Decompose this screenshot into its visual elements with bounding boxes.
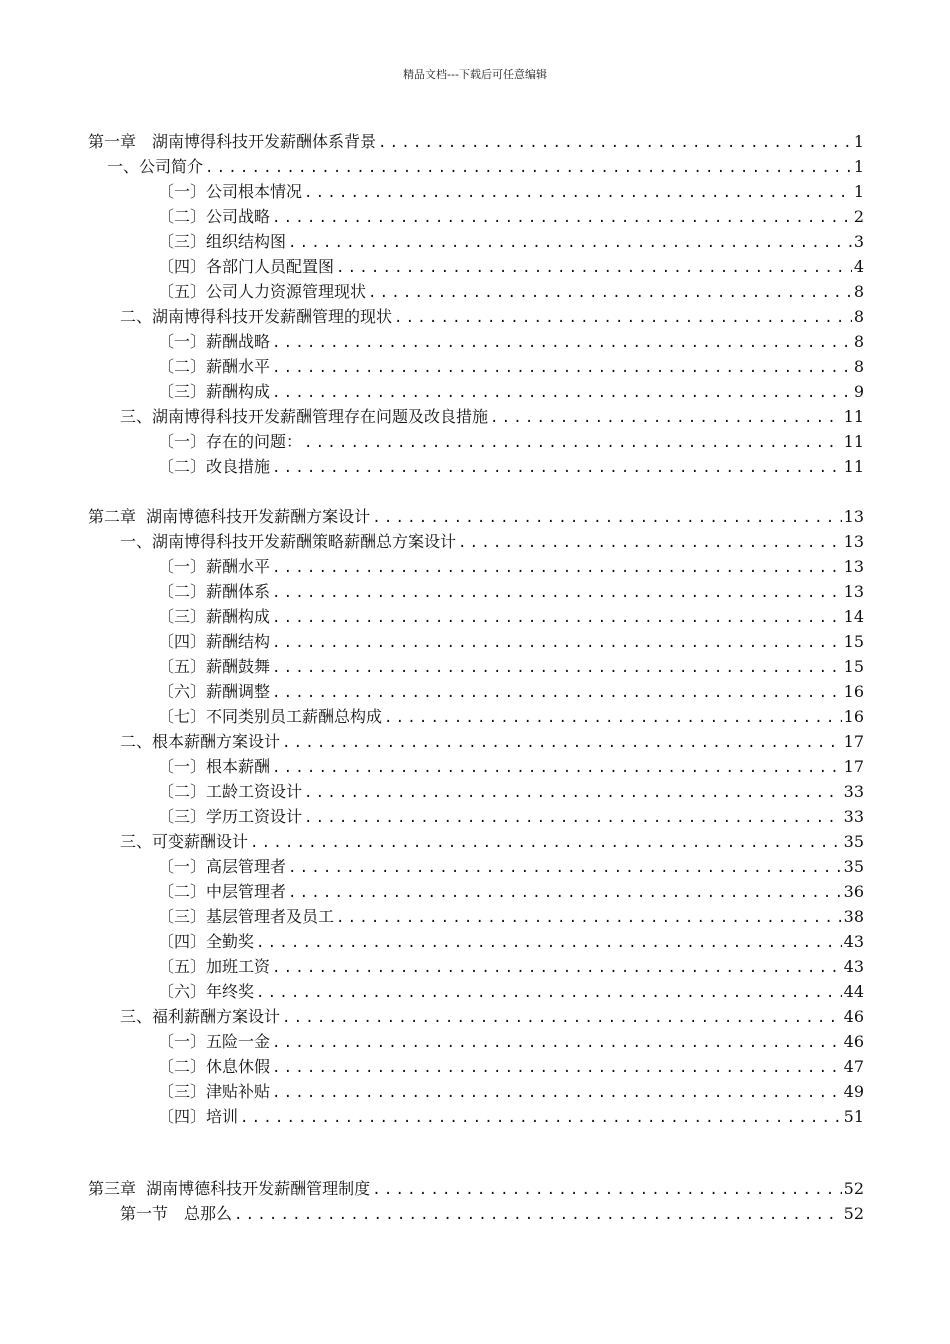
dot-leader (250, 834, 842, 852)
toc-entry-title: 〔三〕津贴补贴 (158, 1082, 271, 1101)
toc-page-number: 13 (843, 532, 864, 551)
toc-entry-title: 三、福利薪酬方案设计 (120, 1007, 281, 1026)
toc-entry[interactable] (158, 878, 864, 902)
toc-entry-title: 一、湖南博得科技开发薪酬策略薪酬总方案设计 (120, 532, 457, 551)
toc-page-number: 14 (843, 607, 864, 626)
dot-leader (490, 409, 842, 427)
toc-entry-title: 〔五〕薪酬鼓舞 (158, 657, 271, 676)
toc-entry-title: 〔二〕中层管理者 (158, 882, 287, 901)
dot-leader (288, 859, 842, 877)
toc-entry[interactable] (158, 328, 864, 352)
toc-entry-title: 〔六〕薪酬调整 (158, 682, 271, 701)
toc-entry-title: 〔四〕各部门人员配置图 (158, 257, 335, 276)
dot-leader (288, 234, 852, 252)
dot-leader (240, 1109, 842, 1127)
toc-page-number: 15 (843, 632, 864, 651)
toc-entry[interactable] (158, 853, 864, 877)
dot-leader (272, 209, 852, 227)
toc-page-number: 17 (843, 757, 864, 776)
toc-entry[interactable] (158, 278, 864, 302)
toc-entry-title: 一、公司简介 (107, 157, 204, 176)
toc-page-number: 13 (843, 507, 864, 526)
toc-entry[interactable] (120, 828, 864, 852)
toc-page-number: 49 (843, 1082, 864, 1101)
dot-leader (272, 559, 842, 577)
toc-entry-title: 〔一〕高层管理者 (158, 857, 287, 876)
toc-page-number: 36 (843, 882, 864, 901)
toc-page-number: 17 (843, 732, 864, 751)
toc-entry[interactable] (158, 228, 864, 252)
toc-page-number: 13 (843, 582, 864, 601)
toc-entry-title: 〔一〕存在的问题： (158, 432, 303, 451)
toc-entry-title: 第三章 湖南博德科技开发薪酬管理制度 (88, 1179, 371, 1198)
dot-leader (272, 359, 852, 377)
dot-leader (272, 759, 842, 777)
dot-leader (272, 1059, 842, 1077)
dot-leader (272, 584, 842, 602)
dot-leader (372, 1181, 841, 1199)
toc-entry-title: 〔二〕薪酬水平 (158, 357, 271, 376)
dot-leader (304, 809, 842, 827)
dot-leader (272, 634, 842, 652)
dot-leader (272, 659, 842, 677)
dot-leader (304, 184, 852, 202)
toc-entry[interactable] (158, 653, 864, 677)
dot-leader (272, 1034, 842, 1052)
toc-entry[interactable] (158, 453, 864, 477)
dot-leader (458, 534, 842, 552)
toc-entry[interactable] (120, 528, 864, 552)
toc-entry-title: 第二章 湖南博德科技开发薪酬方案设计 (88, 507, 371, 526)
toc-entry-title: 〔五〕加班工资 (158, 957, 271, 976)
dot-leader (304, 434, 842, 452)
toc-entry[interactable] (158, 1053, 864, 1077)
dot-leader (272, 959, 842, 977)
toc-page-number: 8 (853, 357, 864, 376)
dot-leader (336, 259, 852, 277)
dot-leader (282, 1009, 842, 1027)
toc-page-number: 3 (853, 232, 864, 251)
toc-entry-title: 〔三〕基层管理者及员工 (158, 907, 335, 926)
toc-entry[interactable] (158, 978, 864, 1002)
toc-page-number: 1 (853, 182, 864, 201)
toc-entry[interactable] (158, 778, 864, 802)
toc-entry[interactable] (158, 953, 864, 977)
toc-entry-title: 〔二〕工龄工资设计 (158, 782, 303, 801)
toc-page-number: 4 (853, 257, 864, 276)
toc-entry[interactable] (120, 728, 864, 752)
toc-entry[interactable] (158, 678, 864, 702)
toc-page-number: 38 (843, 907, 864, 926)
toc-entry-title: 〔二〕公司战略 (158, 207, 271, 226)
toc-page-number: 43 (843, 932, 864, 951)
toc-page-number: 11 (843, 457, 864, 476)
toc-entry-title: 〔四〕全勤奖 (158, 932, 255, 951)
toc-page-number: 1 (853, 157, 864, 176)
toc-entry[interactable] (88, 503, 864, 527)
dot-leader (205, 159, 852, 177)
toc-entry[interactable] (158, 628, 864, 652)
toc-entry-title: 〔二〕薪酬体系 (158, 582, 271, 601)
toc-page-number: 35 (843, 857, 864, 876)
toc-entry[interactable] (158, 703, 864, 727)
dot-leader (272, 609, 842, 627)
dot-leader (372, 509, 841, 527)
toc-entry[interactable] (158, 378, 864, 402)
toc-page-number: 9 (853, 382, 864, 401)
toc-page-number: 43 (843, 957, 864, 976)
dot-leader (272, 459, 842, 477)
toc-entry-title: 〔五〕公司人力资源管理现状 (158, 282, 367, 301)
toc-entry[interactable] (120, 1200, 864, 1224)
toc-entry[interactable] (158, 553, 864, 577)
toc-page-number: 8 (853, 307, 864, 326)
toc-entry[interactable] (158, 903, 864, 927)
toc-entry[interactable] (158, 928, 864, 952)
dot-leader (272, 684, 842, 702)
toc-page-number: 16 (843, 682, 864, 701)
toc-page-number: 33 (843, 782, 864, 801)
toc-page-number: 11 (843, 407, 864, 426)
toc-entry[interactable] (158, 603, 864, 627)
toc-entry[interactable] (158, 203, 864, 227)
toc-page-number: 46 (843, 1032, 864, 1051)
toc-page-number: 33 (843, 807, 864, 826)
toc-entry[interactable] (158, 578, 864, 602)
dot-leader (272, 1084, 842, 1102)
toc-entry[interactable] (158, 353, 864, 377)
toc-entry-title: 〔一〕公司根本情况 (158, 182, 303, 201)
dot-leader (304, 784, 842, 802)
toc-entry[interactable] (88, 1175, 864, 1199)
toc-page-number: 52 (843, 1179, 864, 1198)
toc-entry-title: 〔二〕休息休假 (158, 1057, 271, 1076)
toc-page-number: 52 (843, 1204, 864, 1223)
dot-leader (272, 334, 852, 352)
toc-entry[interactable] (158, 753, 864, 777)
toc-entry-title: 二、湖南博得科技开发薪酬管理的现状 (120, 307, 393, 326)
toc-entry[interactable] (107, 153, 864, 177)
toc-page-number: 16 (843, 707, 864, 726)
toc-page-number: 46 (843, 1007, 864, 1026)
dot-leader (256, 934, 842, 952)
dot-leader (384, 709, 842, 727)
toc-entry-title: 〔六〕年终奖 (158, 982, 255, 1001)
toc-page-number: 11 (843, 432, 864, 451)
toc-entry-title: 三、可变薪酬设计 (120, 832, 249, 851)
toc-page-number: 2 (853, 207, 864, 226)
toc-entry[interactable] (158, 1078, 864, 1102)
toc-entry-title: 〔一〕五险一金 (158, 1032, 271, 1051)
dot-leader (378, 134, 852, 152)
toc-entry-title: 〔一〕薪酬战略 (158, 332, 271, 351)
toc-entry[interactable] (120, 303, 864, 327)
toc-entry[interactable] (158, 1103, 864, 1127)
toc-page-number: 47 (843, 1057, 864, 1076)
toc-page-number: 8 (853, 282, 864, 301)
toc-entry-title: 〔四〕薪酬结构 (158, 632, 271, 651)
toc-entry[interactable] (158, 178, 864, 202)
toc-entry[interactable] (158, 803, 864, 827)
toc-entry[interactable] (158, 428, 864, 452)
toc-page-number: 35 (843, 832, 864, 851)
toc-entry-title: 〔一〕薪酬水平 (158, 557, 271, 576)
toc-page-number: 8 (853, 332, 864, 351)
toc-entry-title: 〔一〕根本薪酬 (158, 757, 271, 776)
dot-leader (288, 884, 842, 902)
toc-page-number: 1 (853, 132, 864, 151)
toc-entry[interactable] (120, 1003, 864, 1027)
toc-entry-title: 〔四〕培训 (158, 1107, 239, 1126)
toc-entry[interactable] (158, 1028, 864, 1052)
dot-leader (368, 284, 852, 302)
dot-leader (256, 984, 842, 1002)
toc-entry-title: 第一章 湖南博得科技开发薪酬体系背景 (88, 132, 377, 151)
toc-entry[interactable] (120, 403, 864, 427)
toc-entry-title: 〔三〕学历工资设计 (158, 807, 303, 826)
toc-entry-title: 第一节 总那么 (120, 1204, 233, 1223)
dot-leader (234, 1206, 842, 1224)
toc-entry-title: 〔三〕组织结构图 (158, 232, 287, 251)
toc-entry-title: 〔二〕改良措施 (158, 457, 271, 476)
dot-leader (336, 909, 842, 927)
toc-page-number: 51 (843, 1107, 864, 1126)
toc-entry-title: 二、根本薪酬方案设计 (120, 732, 281, 751)
toc-page-number: 15 (843, 657, 864, 676)
dot-leader (272, 384, 852, 402)
toc-entry[interactable] (88, 128, 864, 152)
toc-entry-title: 〔三〕薪酬构成 (158, 607, 271, 626)
toc-entry-title: 〔三〕薪酬构成 (158, 382, 271, 401)
page-header: 精品文档---下载后可任意编辑 (403, 68, 547, 81)
toc-entry-title: 〔七〕不同类别员工薪酬总构成 (158, 707, 383, 726)
toc-entry-title: 三、湖南博得科技开发薪酬管理存在问题及改良措施 (120, 407, 489, 426)
toc-page-number: 44 (843, 982, 864, 1001)
toc-page-number: 13 (843, 557, 864, 576)
toc-entry[interactable] (158, 253, 864, 277)
dot-leader (282, 734, 842, 752)
dot-leader (394, 309, 852, 327)
